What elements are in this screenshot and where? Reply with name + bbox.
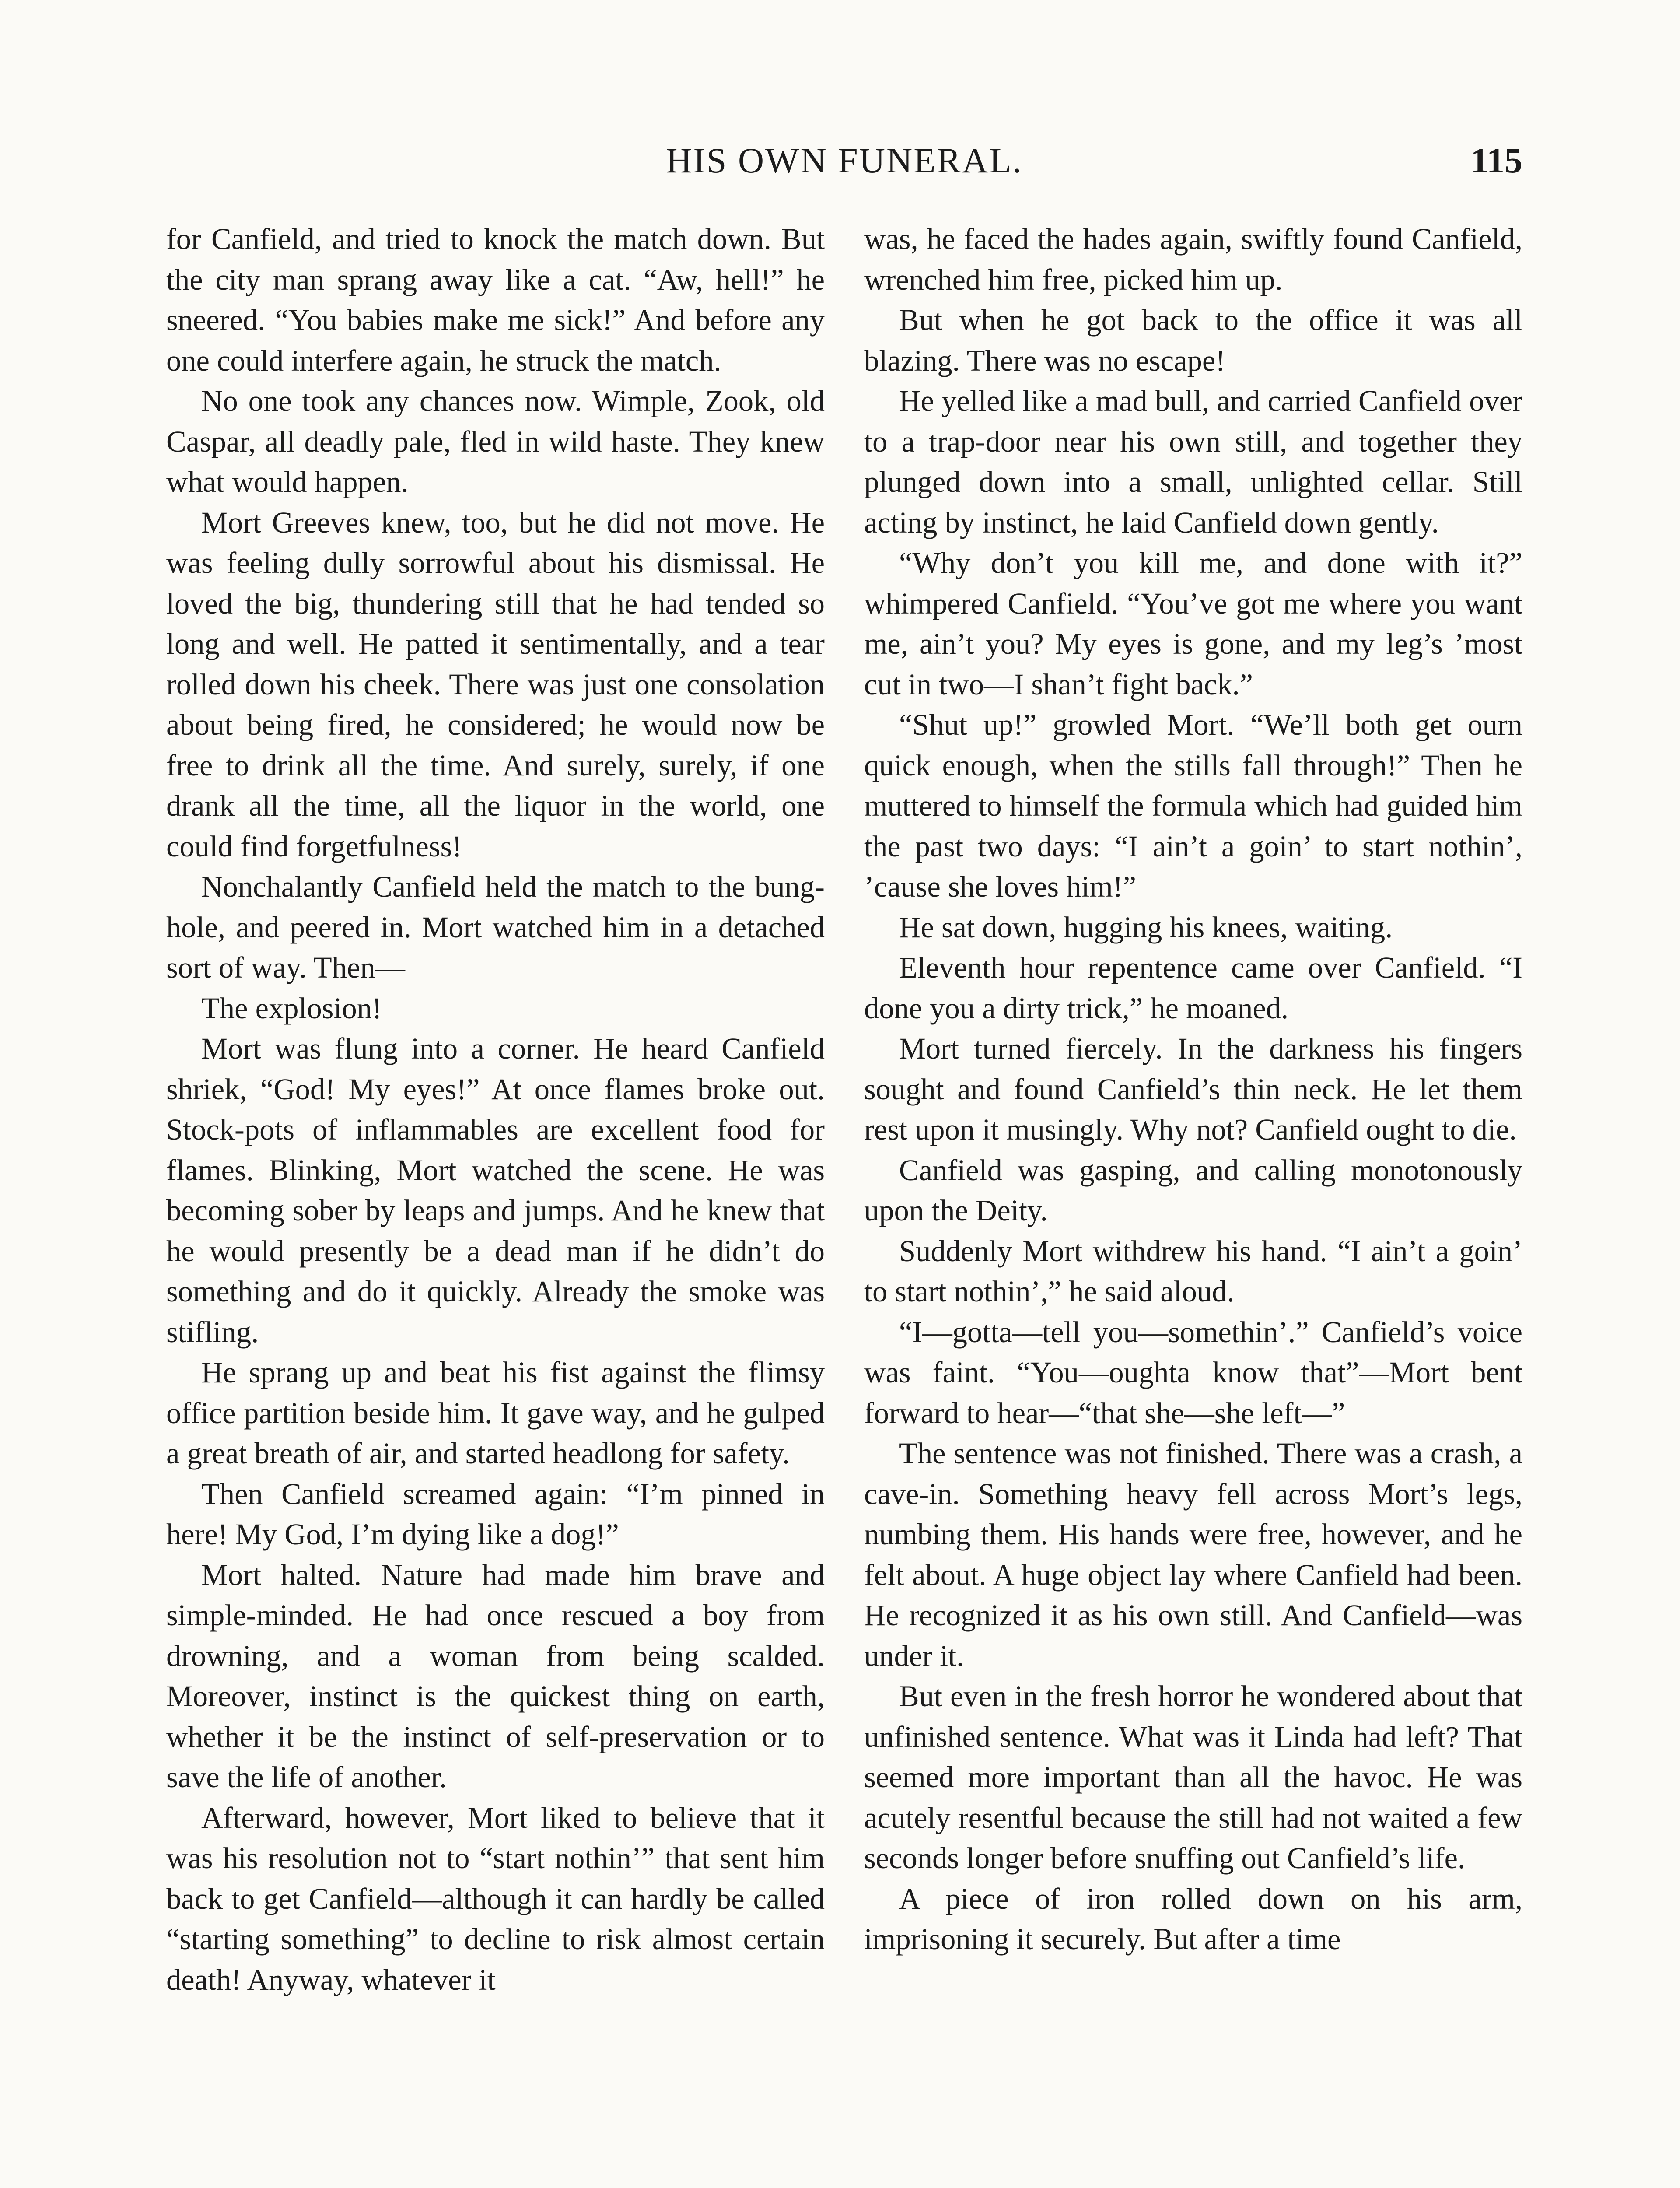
paragraph: He sat down, hugging his knees, waiting. (899, 910, 1393, 944)
paragraph: But when he got back to the office it was all blazing. There was no escape! (864, 303, 1522, 377)
text-columns (166, 219, 1522, 2188)
page-header (166, 140, 1522, 188)
running-head: HIS OWN FUNERAL. (666, 140, 1023, 180)
paragraph: was, he faced the hades again, swiftly found Canfield, wrenched him free, picked him up. (864, 222, 1522, 296)
paragraph: The sentence was not finished. There was a crash, a cave-in. Something heavy fell across Mort’s legs, numbing them. His hands were free, however, and he felt about. A huge object lay where Canfield had been. He recognized it as his own still. And Canfield—was under it. (864, 1437, 1522, 1673)
paragraph: “Shut up!” growled Mort. “We’ll both get ourn quick enough, when the stills fall through!” Then he muttered to himself the formula which had guided him the past two days: “I ain’t a goin’ to start nothin’, ’cause she loves him!” (864, 708, 1522, 903)
paragraph: A piece of iron rolled down on his arm, imprisoning it securely. But after a time (864, 1882, 1522, 1956)
paragraph: Mort halted. Nature had made him brave and simple-minded. He had once rescued a boy from drowning, and a woman from being scalded. Moreover, instinct is the quickest thing on earth, whether it be the instinct of self-preservation or to save the life of another. (166, 1558, 825, 1794)
paragraph: The explosion! (201, 991, 382, 1025)
paragraph: Mort Greeves knew, too, but he did not move. He was feeling dully sorrowful about his dismissal. He loved the big, thundering still that he had tended so long and well. He patted it sentimentally, and a tear rolled down his cheek. There was just one consolation about being fired, he considered; he would now be free to drink all the time. And surely, surely, if one drank all the time, all the liquor in the world, one could find forgetfulness! (166, 505, 825, 863)
paragraph: But even in the fresh horror he wondered about that unfinished sentence. What was it Linda had left? That seemed more important than all the havoc. He was acutely resentful because the still had not waited a few seconds longer before snuffing out Canfield’s life. (864, 1680, 1522, 1875)
paragraph: for Canfield, and tried to knock the match down. But the city man sprang away like a cat. “Aw, hell!” he sneered. “You babies make me sick!” And before any one could interfere again, he struck the match. (166, 222, 825, 377)
paragraph: Eleventh hour repentence came over Canfield. “I done you a dirty trick,” he moaned. (864, 951, 1522, 1025)
paragraph: He sprang up and beat his fist against the flimsy office partition beside him. It gave way, and he gulped a great breath of air, and started headlong for safety. (166, 1356, 825, 1470)
paragraph: Suddenly Mort withdrew his hand. “I ain’t a goin’ to start nothin’,” he said aloud. (864, 1234, 1522, 1308)
paragraph: No one took any chances now. Wimple, Zook, old Caspar, all deadly pale, fled in wild haste. They knew what would happen. (166, 384, 825, 498)
page-number: 115 (1470, 140, 1522, 180)
left-column (166, 219, 825, 2188)
paragraph: He yelled like a mad bull, and carried Canfield over to a trap-door near his own still, and together they plunged down into a small, unlighted cellar. Still acting by instinct, he laid Canfield down gently. (864, 384, 1522, 539)
paragraph: Then Canfield screamed again: “I’m pinned in here! My God, I’m dying like a dog!” (166, 1477, 825, 1551)
paragraph: “Why don’t you kill me, and done with it?” whimpered Canfield. “You’ve got me where you want me, ain’t you? My eyes is gone, and my leg’s ’most cut in two—I shan’t fight back.” (864, 546, 1522, 701)
paragraph: “I—gotta—tell you—somethin’.” Canfield’s voice was faint. “You—oughta know that”—Mort bent forward to hear—“that she—she left—” (864, 1315, 1522, 1430)
paragraph: Canfield was gasping, and calling monotonously upon the Deity. (864, 1153, 1522, 1227)
paragraph: Mort turned fiercely. In the darkness his fingers sought and found Canfield’s thin neck. He let them rest upon it musingly. Why not? Canfield ought to die. (864, 1032, 1522, 1146)
paragraph: Mort was flung into a corner. He heard Canfield shriek, “God! My eyes!” At once flames broke out. Stock-pots of inflammables are excellent food for flames. Blinking, Mort watched the scene. He was becoming sober by leaps and jumps. And he knew that he would presently be a dead man if he didn’t do something and do it quickly. Already the smoke was stifling. (166, 1032, 825, 1349)
right-column (864, 219, 1522, 2188)
paragraph: Nonchalantly Canfield held the match to the bung-hole, and peered in. Mort watched him in a detached sort of way. Then— (166, 870, 825, 984)
paragraph: Afterward, however, Mort liked to believe that it was his resolution not to “start nothin’” that sent him back to get Canfield—although it can hardly be called “starting something” to decline to risk almost certain death! Anyway, whatever it (166, 1801, 825, 1996)
